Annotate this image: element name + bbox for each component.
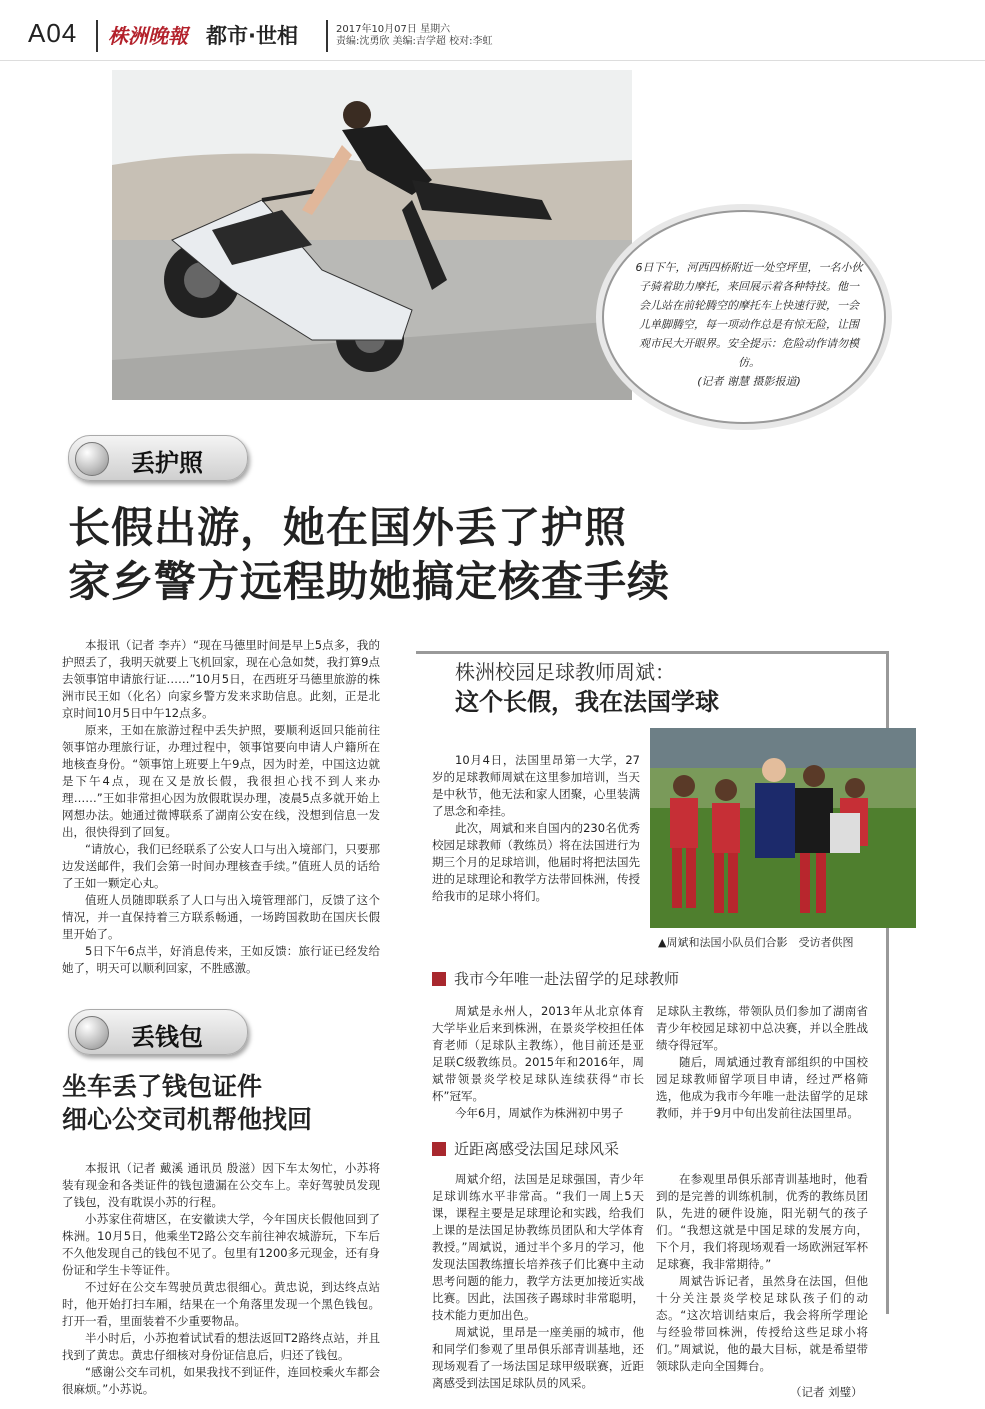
tag-label: 丢钱包 [131,1022,203,1051]
photo-credit: (记者 谢慧 摄影报道) [697,375,801,388]
paragraph: 周斌介绍，法国是足球强国，青少年足球训练水平非常高。“我们一周上5天课，课程主要是足球理论和实践，给我们上课的是法国足协教练员团队和大学体育教授。”周斌说，通过半个多月的学习，他发现法国教练擅长培养孩子们比赛中主动思考问题的能力，教学方法更加接近实战比赛。因此，法国孩子踢球时非常聪明，技术能力更加出色。 [432,1172,644,1322]
paragraph: 周斌说，里昂是一座美丽的城市，他和同学们参观了里昂俱乐部青训基地，还现场观看了一场法国足球甲级联赛，近距离感受到法国足球队员的风采。 [432,1325,644,1390]
headline-main: 长假出游，她在国外丢了护照 [68,503,628,552]
paragraph: 本报讯（记者 李卉）“现在马德里时间是早上5点多，我的护照丢了，我明天就要上飞机回家，现在心急如焚，我打算9点去领事馆申请旅行证……”10月5日，在西班牙马德里旅游的株洲市民王如（化名）向家乡警方发来求助信息。此刻，正是北京时间10月5日中午12点多。 [62,638,380,720]
header-rule [0,60,985,61]
paragraph: 随后，周斌通过教育部组织的中国校园足球教师留学项目申请，经过严格筛选，他成为我市今年唯一赴法留学的足球教师，并于9月中旬出发前往法国里昂。 [656,1055,868,1120]
newspaper-logo: 株洲晚報 [108,24,188,48]
ball-icon [75,1016,109,1050]
story3-col2b [656,1171,868,1375]
paragraph: 10月4日，法国里昂第一大学，27岁的足球教师周斌在这里参加培训，当天是中秋节，他无法和家人团聚，心里装满了思念和牵挂。 [432,753,640,818]
paragraph: 本报讯（记者 戴溪 通讯员 殷滋）因下车太匆忙，小苏将装有现金和各类证件的钱包遗漏在公交车上。幸好驾驶员发现了钱包，没有耽误小苏的行程。 [62,1161,380,1209]
story2-body [62,1160,380,1398]
tag-label: 丢护照 [131,448,203,477]
paragraph: 此次，周斌和来自国内的230名优秀校园足球教师（教练员）将在法国进行为期三个月的足球培训，他届时将把法国先进的足球理论和教学方法带回株洲，传授给我市的足球小将们。 [432,821,640,903]
paragraph: 小苏家住荷塘区，在安徽读大学，今年国庆长假他回到了株洲。10月5日，他乘坐T2路公交车前往神农城游玩，下车后不久他发现自己的钱包不见了。包里有1200多元现金，还有身份证和学生卡等证件。 [62,1212,380,1277]
team-photo-caption: ▲周斌和法国小队员们合影 受访者供图 [658,936,854,949]
story3-col1b [432,1171,644,1392]
story3-kicker: 株洲校园足球教师周斌： [455,660,675,684]
paragraph: 原来，王如在旅游过程中丢失护照，要顺利返回只能前往领事馆办理旅行证，办理过程中，领事馆要向申请人户籍所在地核查身份。“领事馆上班要上午9点，因为时差，中国这边就是下午4点，现在又是放长假，我很担心找不到人来办理……”王如非常担心因为放假耽误办理，凌晨5点多就开始上网想办法。她通过微博联系了湖南公安在线，没想到信息一发出，很快得到了回复。 [62,723,380,839]
paragraph: 值班人员随即联系了人口与出入境管理部门，反馈了这个情况，并一直保持着三方联系畅通，一场跨国救助在国庆长假里开始了。 [62,893,380,941]
team-photo [650,728,916,928]
paragraph: 在参观里昂俱乐部青训基地时，他看到的是完善的训练机制，优秀的教练员团队，先进的硬件设施，阳光朝气的孩子们。“我想这就是中国足球的发展方向，下个月，我们将现场观看一场欧洲冠军杯足球赛，我非常期待。” [656,1172,868,1271]
date-line: 2017年10月07日 星期六 [336,24,451,35]
staff-line: 责编:沈勇欣 美编:吉学超 校对:李虹 [336,36,493,47]
paragraph: 周斌是永州人，2013年从北京体育大学毕业后来到株洲，在景炎学校担任体育老师（足球队主教练），他目前还是亚足联C级教练员。2015年和2016年，周斌带领景炎学校足球队连续获得“市长杯”冠军。 [432,1004,644,1103]
photo-caption [634,258,864,391]
story3-col2a [656,1003,868,1122]
subheading-2 [432,1138,619,1159]
header-divider [96,20,98,52]
subheading-text: 近距离感受法国足球风采 [454,1140,620,1158]
stunt-photo [112,70,632,400]
story3-headline: 这个长假，我在法国学球 [455,688,719,716]
paragraph: 半小时后，小苏抱着试试看的想法返回T2路终点站，并且找到了黄忠。黄忠仔细核对身份证信息后，归还了钱包。 [62,1331,380,1362]
tag-lost-wallet [68,1009,248,1055]
photo-caption-text: 6日下午，河西四桥附近一处空坪里，一名小伙子骑着助力摩托，来回展示着各种特技。他一会儿站在前轮腾空的摩托车上快速行驶，一会儿单脚腾空，每一项动作总是有惊无险，让围观市民大开眼界。安全提示：危险动作请勿模仿。 [635,261,863,369]
paragraph: “感谢公交车司机，如果我找不到证件，连回校乘火车都会很麻烦。”小苏说。 [62,1365,380,1396]
paragraph: “请放心，我们已经联系了公安人口与出入境部门，只要那边发送邮件，我们会第一时间办理核查手续。”值班人员的话给了王如一颗定心丸。 [62,842,380,890]
paragraph: 周斌告诉记者，虽然身在法国，但他十分关注景炎学校足球队孩子们的动态。“这次培训结束后，我会将所学理论与经验带回株洲，传授给这些足球小将们。”周斌说，他的最大目标，就是希望带领球队走向全国舞台。 [656,1274,868,1373]
header-divider [326,20,328,52]
headline-sub: 家乡警方远程助她搞定核查手续 [68,557,671,606]
story1-body [62,637,380,977]
subheading-text: 我市今年唯一赴法留学的足球教师 [454,970,680,988]
paragraph: 5日下午6点半，好消息传来，王如反馈：旅行证已经发给她了，明天可以顺利回家，不胜感激。 [62,944,380,975]
tag-lost-passport [68,435,248,481]
ball-icon [75,442,109,476]
story3-intro [432,752,640,905]
paragraph: 今年6月，周斌作为株洲初中男子 [455,1106,624,1120]
page-number: A04 [28,18,78,48]
story2-subheadline: 细心公交司机帮他找回 [62,1105,313,1134]
section-title: 都市·世相 [206,24,298,48]
paragraph: 足球队主教练，带领队员们参加了湖南省青少年校园足球初中总决赛，并以全胜战绩夺得冠军。 [656,1004,868,1052]
subheading-1 [432,968,679,989]
red-square-icon [432,972,446,986]
red-square-icon [432,1142,446,1156]
story3-credit: （记者 刘璧） [790,1385,863,1399]
story3-col1a [432,1003,644,1122]
paragraph: 不过好在公交车驾驶员黄忠很细心。黄忠说，到达终点站时，他开始打扫车厢，结果在一个角落里发现一个黑色钱包。打开一看，里面装着不少重要物品。 [62,1280,380,1328]
story2-headline: 坐车丢了钱包证件 [62,1072,263,1101]
